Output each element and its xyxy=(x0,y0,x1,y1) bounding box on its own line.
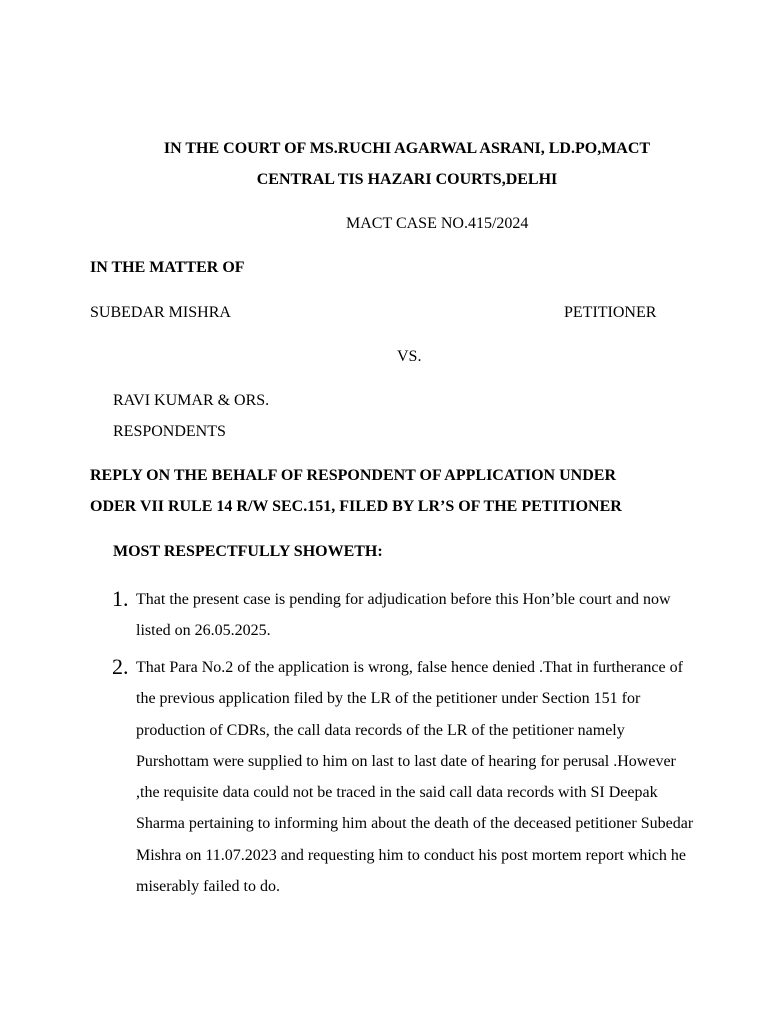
reply-title-line-2: ODER VII RULE 14 R/W SEC.151, FILED BY LR’S OF THE PETITIONER xyxy=(90,498,622,515)
list-item-number: 1. xyxy=(112,586,129,611)
respondent-role: RESPONDENTS xyxy=(113,423,226,440)
petitioner-role: PETITIONER xyxy=(564,304,657,321)
versus-label: VS. xyxy=(397,348,422,365)
list-item-text: That the present case is pending for adjudication before this Hon’ble court and now listed on 26.05.2025. xyxy=(136,591,671,640)
court-heading-line-1: IN THE COURT OF MS.RUCHI AGARWAL ASRANI, LD.PO,MACT xyxy=(163,140,651,157)
matter-heading: IN THE MATTER OF xyxy=(90,259,245,276)
petitioner-name: SUBEDAR MISHRA xyxy=(90,304,231,321)
list-item-text: That Para No.2 of the application is wrong, false hence denied .That in furtherance of the previous application filed by the LR of the petitioner under Section 151 for production of CDRs, the call data records of the LR of the petitioner namely Purshottam were supplied to him on last to last date of hearing for perusal .However ,the requisite data could not be traced in the said call data records with SI Deepak Sharma pertaining to informing him about the death of the deceased petitioner Subedar Mishra on 11.07.2023 and requesting him to conduct his post mortem report which he miserably failed to do. xyxy=(136,659,694,896)
case-number: MACT CASE NO.415/2024 xyxy=(346,215,529,232)
respondent-name: RAVI KUMAR & ORS. xyxy=(113,392,270,409)
list-item-number: 2. xyxy=(112,654,129,679)
showeth-heading: MOST RESPECTFULLY SHOWETH: xyxy=(113,543,383,560)
court-heading-line-2: CENTRAL TIS HAZARI COURTS,DELHI xyxy=(256,171,558,188)
reply-title-line-1: REPLY ON THE BEHALF OF RESPONDENT OF APPLICATION UNDER xyxy=(90,467,616,484)
